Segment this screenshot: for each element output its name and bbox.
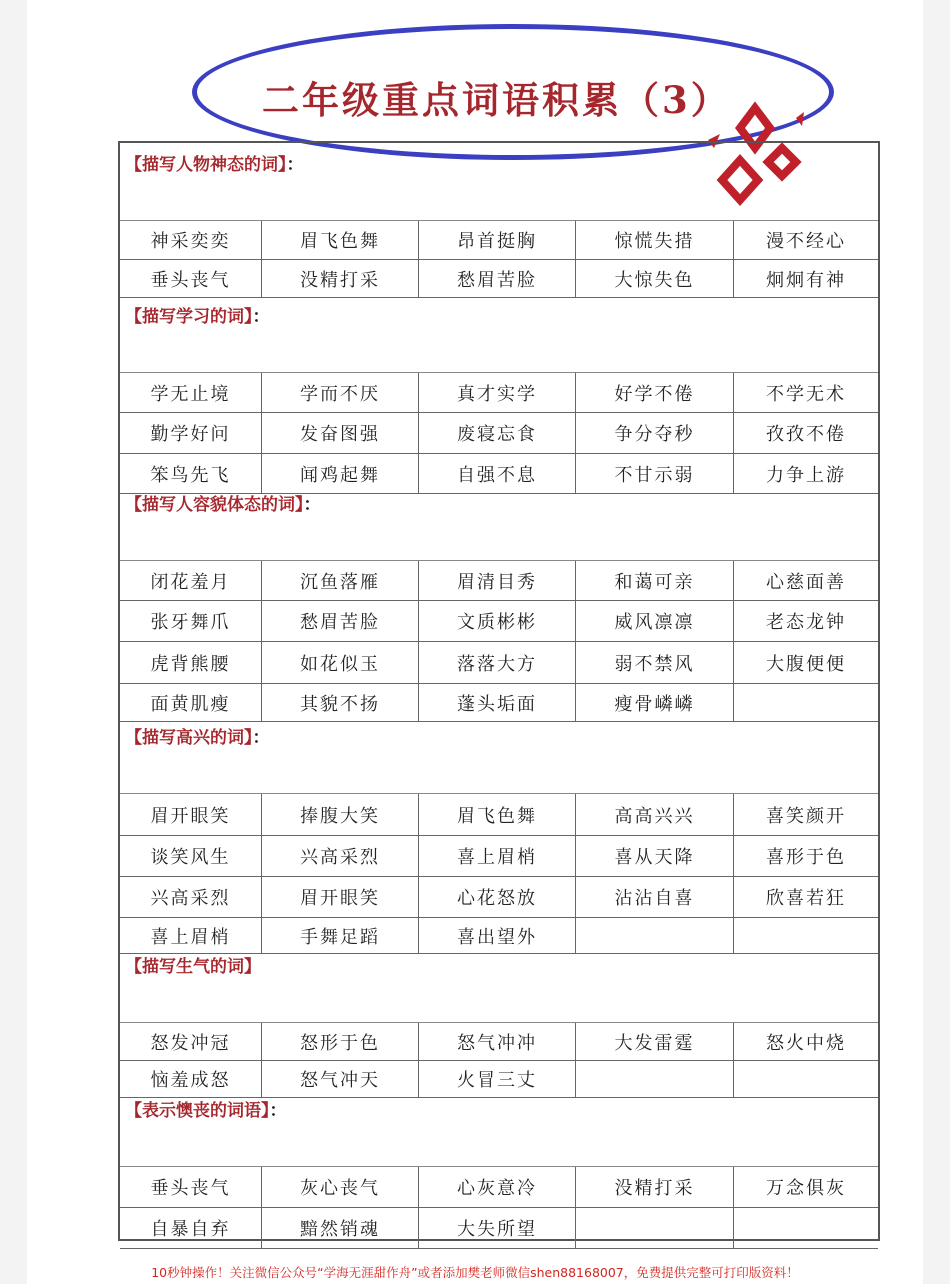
word-cell: 弱不禁风 — [576, 642, 734, 683]
section-heading-text: 【描写人容貌体态的词】 — [125, 495, 304, 515]
word-cell: 真才实学 — [419, 373, 576, 412]
word-cell: 大惊失色 — [576, 260, 734, 297]
table-row — [120, 373, 878, 413]
word-cell: 眉飞色舞 — [262, 221, 419, 259]
word-cell: 争分夺秒 — [576, 413, 734, 453]
word-cell: 不学无术 — [766, 383, 846, 405]
word-cell: 喜上眉梢 — [419, 836, 576, 876]
word-cell: 垂头丧气 — [120, 1167, 262, 1207]
word-cell: 捧腹大笑 — [262, 794, 419, 835]
section-heading-colon: ： — [252, 728, 270, 748]
section-4 — [120, 716, 878, 954]
word-cell: 好学不倦 — [576, 373, 734, 412]
word-cell: 眉飞色舞 — [419, 794, 576, 835]
word-cell: 大发雷霆 — [576, 1023, 734, 1060]
section-heading — [120, 716, 878, 794]
word-cell: 惊慌失措 — [576, 221, 734, 259]
word-cell: 学无止境 — [120, 373, 262, 412]
word-cell: 瘦骨嶙嶙 — [576, 684, 734, 721]
word-cell: 眉开眼笑 — [262, 877, 419, 917]
word-cell: 怒形于色 — [262, 1023, 419, 1060]
word-cell: 心慈面善 — [766, 571, 846, 593]
table-row — [120, 260, 878, 298]
section-heading — [120, 945, 878, 1023]
word-cell: 威风凛凛 — [576, 601, 734, 641]
footer-notice: 10秒钟操作！关注微信公众号“学海无涯甜作舟”或者添加樊老师微信shen88168007，免费提供完整可打印版资料！ — [151, 1265, 799, 1280]
word-cell: 灰心丧气 — [262, 1167, 419, 1207]
word-cell: 蓬头垢面 — [419, 684, 576, 721]
section-heading-colon: ： — [303, 495, 321, 515]
table-row — [120, 1208, 878, 1249]
word-cell: 闭花羞月 — [120, 561, 262, 600]
section-heading-text: 【描写学习的词】 — [125, 307, 253, 327]
section-6 — [120, 1089, 878, 1249]
table-row — [120, 1023, 878, 1061]
word-cell: 张牙舞爪 — [120, 601, 262, 641]
word-cell: 力争上游 — [766, 464, 846, 486]
word-cell: 没精打采 — [576, 1167, 734, 1207]
word-cell: 文质彬彬 — [419, 601, 576, 641]
word-cell: 神采奕奕 — [120, 221, 262, 259]
word-cell: 自强不息 — [419, 454, 576, 493]
section-heading — [120, 483, 878, 561]
word-cell: 老态龙钟 — [766, 612, 846, 633]
word-cell: 虎背熊腰 — [120, 642, 262, 683]
word-cell: 心灰意冷 — [419, 1167, 576, 1207]
section-heading — [120, 143, 878, 221]
word-cell: 眉清目秀 — [419, 561, 576, 600]
word-cell: 发奋图强 — [262, 413, 419, 453]
word-cell: 黯然销魂 — [262, 1208, 419, 1248]
word-cell: 落落大方 — [419, 642, 576, 683]
word-cell: 眉开眼笑 — [120, 794, 262, 835]
word-cell: 心花怒放 — [419, 877, 576, 917]
word-cell: 怒火中烧 — [766, 1032, 846, 1054]
word-cell: 愁眉苦脸 — [262, 601, 419, 641]
word-cell: 怒发冲冠 — [120, 1023, 262, 1060]
word-cell: 手舞足蹈 — [262, 918, 419, 953]
word-cell: 其貌不扬 — [262, 684, 419, 721]
word-cell: 和蔼可亲 — [576, 561, 734, 600]
word-cell — [734, 1208, 878, 1248]
section-heading-text: 【表示懊丧的词语】 — [125, 1101, 270, 1121]
word-cell: 欣喜若狂 — [766, 888, 846, 909]
section-heading-colon: ： — [286, 155, 304, 175]
word-cell: 垂头丧气 — [120, 260, 262, 297]
table-row — [120, 221, 878, 260]
word-cell: 谈笑风生 — [120, 836, 262, 876]
table-row — [120, 561, 878, 601]
word-cell: 喜形于色 — [766, 847, 846, 868]
table-row — [120, 877, 878, 918]
section-2 — [120, 295, 878, 494]
section-3 — [120, 483, 878, 722]
word-cell: 大失所望 — [419, 1208, 576, 1248]
section-heading-text: 【描写高兴的词】 — [125, 728, 253, 748]
section-heading-colon: ： — [269, 1101, 287, 1121]
word-cell: 笨鸟先飞 — [120, 454, 262, 493]
word-cell: 喜上眉梢 — [120, 918, 262, 953]
word-cell: 孜孜不倦 — [766, 424, 846, 445]
word-cell: 高高兴兴 — [576, 794, 734, 835]
word-cell: 不甘示弱 — [576, 454, 734, 493]
word-cell: 火冒三丈 — [419, 1061, 576, 1097]
word-cell: 万念俱灰 — [766, 1178, 846, 1199]
word-cell: 自暴自弃 — [120, 1208, 262, 1248]
word-cell: 愁眉苦脸 — [419, 260, 576, 297]
table-row — [120, 642, 878, 684]
word-cell: 喜笑颜开 — [766, 805, 846, 827]
section-5 — [120, 945, 878, 1098]
word-cell: 大腹便便 — [766, 653, 846, 675]
word-cell: 兴高采烈 — [120, 877, 262, 917]
word-cell: 闻鸡起舞 — [262, 454, 419, 493]
section-1 — [120, 143, 878, 298]
word-cell: 漫不经心 — [766, 231, 846, 252]
section-heading-text: 【描写生气的词】 — [125, 957, 261, 977]
word-cell: 恼羞成怒 — [120, 1061, 262, 1097]
word-cell: 怒气冲冲 — [419, 1023, 576, 1060]
word-cell: 怒气冲天 — [262, 1061, 419, 1097]
word-cell: 沉鱼落雁 — [262, 561, 419, 600]
word-cell: 炯炯有神 — [766, 269, 846, 291]
word-cell: 没精打采 — [262, 260, 419, 297]
word-cell: 面黄肌瘦 — [120, 684, 262, 721]
section-heading-text: 【描写人物神态的词】 — [125, 155, 287, 175]
word-cell — [576, 1208, 734, 1248]
word-cell: 学而不厌 — [262, 373, 419, 412]
table-row — [120, 1167, 878, 1208]
word-cell: 沾沾自喜 — [576, 877, 734, 917]
word-cell: 昂首挺胸 — [419, 221, 576, 259]
page-title: 二年级重点词语积累（3） — [262, 78, 731, 122]
section-heading — [120, 1089, 878, 1167]
table-row — [120, 794, 878, 836]
table-row — [120, 836, 878, 877]
table-row — [120, 601, 878, 642]
section-heading — [120, 295, 878, 373]
word-cell: 喜出望外 — [419, 918, 576, 953]
table-row — [120, 413, 878, 454]
word-cell: 兴高采烈 — [262, 836, 419, 876]
section-heading-colon: ： — [252, 307, 270, 327]
word-cell: 喜从天降 — [576, 836, 734, 876]
word-cell: 勤学好问 — [120, 413, 262, 453]
word-cell: 废寝忘食 — [419, 413, 576, 453]
word-cell: 如花似玉 — [262, 642, 419, 683]
vocabulary-table — [118, 141, 880, 1241]
